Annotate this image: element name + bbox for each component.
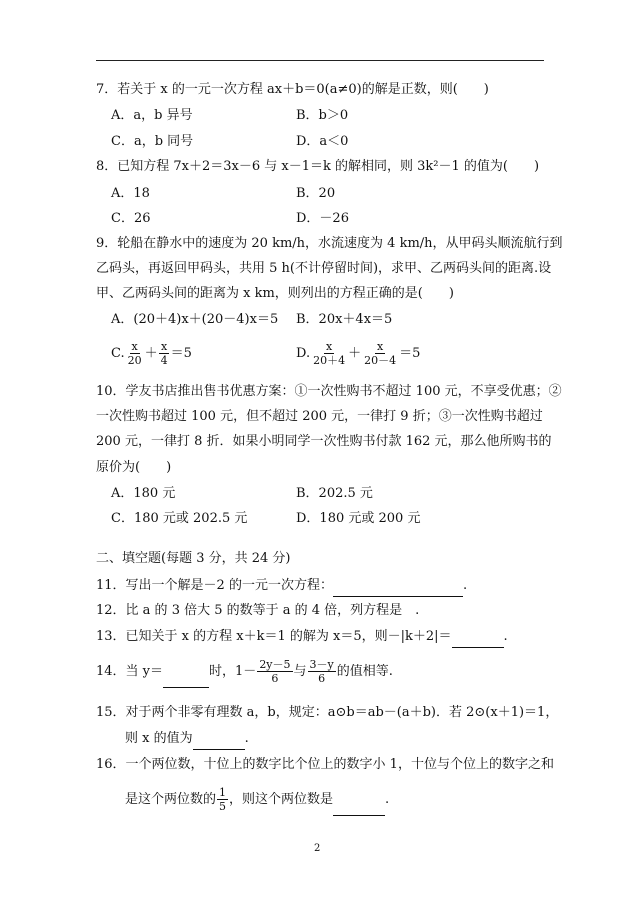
q9-option-c-label: C. bbox=[111, 346, 125, 361]
answer-blank[interactable] bbox=[333, 576, 463, 597]
question-10-line-3: 200 元，一律打 8 折．如果小明同学一次性购书付款 162 元，那么他所购书的 bbox=[96, 434, 552, 449]
period: . bbox=[385, 792, 390, 807]
fraction-denominator: 6 bbox=[271, 672, 279, 685]
fraction-numerator: 1 bbox=[219, 786, 227, 799]
question-14-post: 的值相等. bbox=[336, 664, 393, 679]
question-16-pre: 是这个两位数的 bbox=[125, 792, 217, 807]
answer-blank[interactable] bbox=[193, 729, 245, 750]
period: . bbox=[244, 731, 249, 746]
answer-blank[interactable] bbox=[333, 785, 385, 816]
question-9-line-3: 甲、乙两码头间的距离为 x km，则列出的方程正确的是( ) bbox=[96, 286, 454, 301]
q9-d-fraction-2 bbox=[362, 340, 398, 367]
q7-option-d: D．a＜0 bbox=[296, 134, 349, 149]
fraction-numerator: x bbox=[131, 340, 138, 353]
q8-option-d: D．－26 bbox=[296, 211, 349, 226]
q9-d-fraction-1 bbox=[311, 340, 347, 367]
q9-c-fraction-1 bbox=[126, 340, 144, 367]
fraction-numerator: 3－y bbox=[309, 658, 334, 671]
question-12: 12．比 a 的 3 倍大 5 的数等于 a 的 4 倍，列方程是 . bbox=[96, 603, 420, 618]
equals-five: ＝5 bbox=[170, 346, 192, 361]
q7-option-b: B．b＞0 bbox=[296, 108, 349, 123]
question-9-line-2: 乙码头，再返回甲码头，共用 5 h(不计停留时间)，求甲、乙两码头间的距离.设 bbox=[96, 261, 552, 276]
question-14-pre: 14．当 y＝ bbox=[96, 664, 164, 679]
answer-blank[interactable] bbox=[163, 657, 209, 688]
q9-option-d bbox=[296, 340, 420, 368]
fraction-denominator: 6 bbox=[318, 672, 326, 685]
fraction-denominator: 20＋4 bbox=[313, 354, 346, 367]
equals-five: ＝5 bbox=[399, 346, 421, 361]
question-14-mid: 时，1－ bbox=[209, 664, 257, 679]
q8-option-b: B．20 bbox=[296, 186, 336, 201]
fraction-denominator: 5 bbox=[219, 800, 227, 813]
period: . bbox=[462, 578, 468, 593]
q10-option-b: B．202.5 元 bbox=[296, 486, 373, 501]
question-16-line-2 bbox=[125, 785, 389, 816]
question-11-text: 11．写出一个解是－2 的一元一次方程： bbox=[96, 578, 333, 593]
q9-option-d-label: D. bbox=[296, 346, 311, 361]
fraction-denominator: 20 bbox=[127, 354, 142, 367]
plus-sign: ＋ bbox=[348, 346, 362, 361]
question-15-line-1: 15．对于两个非零有理数 a，b，规定：a⊙b＝ab－(a＋b)．若 2⊙(x＋1)＝1， bbox=[96, 705, 559, 720]
page-number: 2 bbox=[314, 843, 321, 854]
header-rule bbox=[96, 60, 544, 61]
question-10-line-1: 10．学友书店推出售书优惠方案：①一次性购书不超过 100 元，不享受优惠；② bbox=[96, 384, 562, 399]
q9-option-c bbox=[111, 340, 192, 368]
question-8-stem: 8．已知方程 7x＋2＝3x－6 与 x－1＝k 的解相同，则 3k²－1 的值为( ) bbox=[96, 159, 540, 174]
conjunction: 与 bbox=[293, 664, 307, 679]
question-14 bbox=[96, 657, 393, 688]
q10-option-a: A．180 元 bbox=[111, 486, 176, 501]
fraction-numerator: x bbox=[377, 340, 384, 353]
question-7-stem: 7．若关于 x 的一元一次方程 ax＋b＝0(a≠0)的解是正数，则( ) bbox=[96, 82, 489, 97]
q16-fraction bbox=[217, 786, 228, 813]
question-15-text: 则 x 的值为 bbox=[125, 731, 193, 746]
fraction-numerator: 2y－5 bbox=[259, 658, 291, 671]
question-10-line-4: 原价为( ) bbox=[96, 460, 172, 475]
q9-option-b: B．20x＋4x＝5 bbox=[296, 312, 393, 327]
q8-option-a: A．18 bbox=[111, 186, 150, 201]
question-9-line-1: 9．轮船在静水中的速度为 20 km/h，水流速度为 4 km/h，从甲码头顺流航行到 bbox=[96, 236, 563, 251]
fraction-denominator: 20－4 bbox=[364, 354, 397, 367]
q7-option-c: C．a，b 同号 bbox=[111, 134, 194, 149]
fraction-numerator: x bbox=[161, 340, 168, 353]
q10-option-c: C．180 元或 202.5 元 bbox=[111, 511, 248, 526]
fraction-denominator: 4 bbox=[160, 354, 168, 367]
fraction-numerator: x bbox=[325, 340, 333, 353]
question-11 bbox=[96, 576, 467, 597]
question-16-post: ，则这个两位数是 bbox=[229, 792, 334, 807]
plus-sign: ＋ bbox=[144, 346, 158, 361]
answer-blank[interactable] bbox=[452, 627, 504, 648]
q10-option-d: D．180 元或 200 元 bbox=[296, 511, 421, 526]
q9-c-fraction-2 bbox=[159, 340, 170, 367]
q8-option-c: C．26 bbox=[111, 211, 151, 226]
question-16-line-1: 16．一个两位数，十位上的数字比个位上的数字小 1，十位与个位上的数字之和 bbox=[96, 757, 554, 772]
section-heading-fill-in: 二、填空题(每题 3 分，共 24 分) bbox=[96, 551, 291, 566]
q7-option-a: A．a，b 异号 bbox=[111, 108, 193, 123]
q14-fraction-1 bbox=[257, 658, 292, 685]
question-13-text: 13．已知关于 x 的方程 x＋k＝1 的解为 x＝5，则－|k＋2|＝ bbox=[96, 629, 452, 644]
period: . bbox=[503, 629, 508, 644]
q9-option-a: A．(20＋4)x＋(20－4)x＝5 bbox=[111, 312, 279, 327]
q14-fraction-2 bbox=[308, 658, 336, 685]
question-15-line-2 bbox=[125, 729, 249, 750]
question-10-line-2: 一次性购书超过 100 元，但不超过 200 元，一律打 9 折；③一次性购书超过 bbox=[96, 409, 543, 424]
question-13 bbox=[96, 627, 508, 648]
